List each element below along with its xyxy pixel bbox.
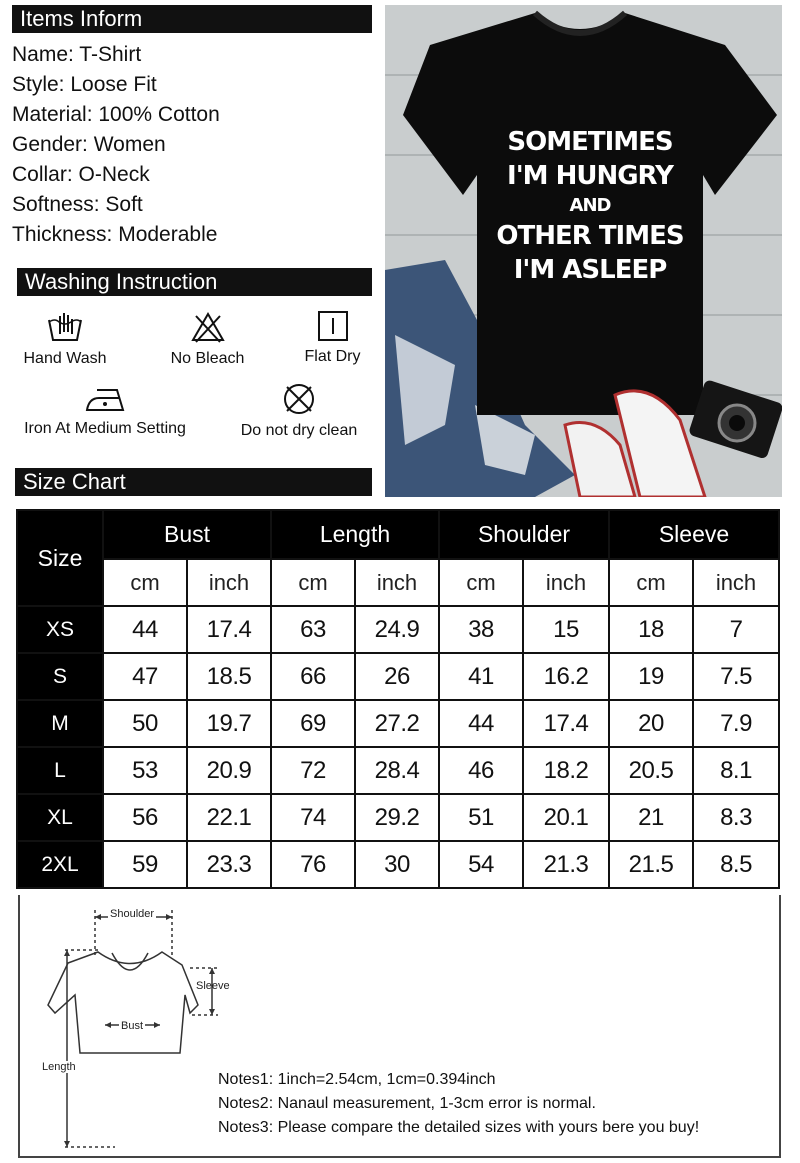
length-header: Length [271,510,439,559]
measurement-cell: 63 [271,606,355,653]
print-line-2: I'M HUNGRY [507,161,673,191]
measurement-cell: 18 [609,606,693,653]
size-label-cell: 2XL [17,841,103,888]
item-info-list [12,40,220,250]
info-gender: Gender: Women [12,133,166,156]
measurement-cell: 76 [271,841,355,888]
size-column-header: Size [17,510,103,606]
hand-wash-icon [45,310,85,344]
flat-dry-label: Flat Dry [304,348,361,365]
measurement-cell: 66 [271,653,355,700]
no-dry-clean-icon [281,382,317,416]
info-collar: Collar: O-Neck [12,163,150,186]
measurement-cell: 19 [609,653,693,700]
size-label-cell: XS [17,606,103,653]
flat-dry-item [290,310,375,366]
table-row [17,747,779,794]
measurement-cell: 17.4 [523,700,609,747]
measurement-cell: 17.4 [187,606,271,653]
flat-dry-icon [317,310,349,342]
measurement-cell: 54 [439,841,523,888]
no-bleach-icon [190,310,226,344]
measurement-cell: 29.2 [355,794,439,841]
measurement-cell: 26 [355,653,439,700]
table-row [17,794,779,841]
measurement-cell: 44 [439,700,523,747]
measurement-cell: 41 [439,653,523,700]
size-chart-header: Size Chart [15,468,372,496]
print-line-1: SOMETIMES [507,127,673,157]
unit-cell: cm [271,559,355,606]
info-material: Material: 100% Cotton [12,103,220,126]
measurement-cell: 24.9 [355,606,439,653]
note-1: Notes1: 1inch=2.54cm, 1cm=0.394inch [218,1071,496,1088]
size-label-cell: XL [17,794,103,841]
measurement-cell: 8.5 [693,841,779,888]
measurement-cell: 8.3 [693,794,779,841]
measurement-cell: 59 [103,841,187,888]
measurement-cell: 18.5 [187,653,271,700]
unit-cell: inch [187,559,271,606]
unit-cell: inch [355,559,439,606]
iron-item [10,384,200,438]
bust-label: Bust [121,1020,144,1032]
measurement-cell: 51 [439,794,523,841]
unit-cell: cm [439,559,523,606]
print-line-3: AND [569,195,611,216]
product-photo [385,5,782,497]
hand-wash-item [10,310,120,368]
measurement-cell: 72 [271,747,355,794]
size-label-cell: M [17,700,103,747]
info-softness: Softness: Soft [12,193,143,216]
length-label: Length [42,1061,76,1073]
no-dry-clean-label: Do not dry clean [240,422,358,439]
shoulder-header: Shoulder [439,510,609,559]
hand-wash-label: Hand Wash [23,350,107,367]
unit-cell: cm [103,559,187,606]
measurement-cell: 21 [609,794,693,841]
measurement-cell: 69 [271,700,355,747]
measurement-cell: 22.1 [187,794,271,841]
measurement-cell: 44 [103,606,187,653]
print-line-5: I'M ASLEEP [513,255,667,285]
unit-cell: inch [523,559,609,606]
measurement-cell: 7.9 [693,700,779,747]
measurement-cell: 74 [271,794,355,841]
notes-block [218,1068,699,1140]
measurement-cell: 56 [103,794,187,841]
measurement-cell: 20 [609,700,693,747]
size-label-cell: S [17,653,103,700]
table-row [17,606,779,653]
measurement-cell: 20.9 [187,747,271,794]
items-inform-header: Items Inform [12,5,372,33]
measurement-cell: 20.1 [523,794,609,841]
measurement-cell: 46 [439,747,523,794]
measurement-cell: 53 [103,747,187,794]
measurement-cell: 23.3 [187,841,271,888]
washing-instruction-header: Washing Instruction [17,268,372,296]
no-bleach-label: No Bleach [170,350,245,367]
iron-label: Iron At Medium Setting [24,420,186,437]
measurement-cell: 7 [693,606,779,653]
measurement-cell: 21.5 [609,841,693,888]
no-dry-clean-item [228,382,370,440]
measurement-cell: 7.5 [693,653,779,700]
measurement-cell: 38 [439,606,523,653]
measurement-cell: 16.2 [523,653,609,700]
measurement-cell: 21.3 [523,841,609,888]
note-2: Notes2: Nanaul measurement, 1-3cm error is normal. [218,1095,596,1112]
size-label-cell: L [17,747,103,794]
bust-header: Bust [103,510,271,559]
info-name: Name: T-Shirt [12,43,142,66]
no-bleach-item [155,310,260,368]
measurement-cell: 20.5 [609,747,693,794]
table-row [17,841,779,888]
iron-icon [83,384,127,414]
info-thickness: Thickness: Moderable [12,223,218,246]
table-row [17,653,779,700]
note-3: Notes3: Please compare the detailed sizes with yours bere you buy! [218,1119,700,1136]
measurement-cell: 15 [523,606,609,653]
sleeve-header: Sleeve [609,510,779,559]
measurement-cell: 18.2 [523,747,609,794]
measurement-cell: 50 [103,700,187,747]
measurement-cell: 19.7 [187,700,271,747]
unit-cell: inch [693,559,779,606]
shoulder-label: Shoulder [110,908,155,920]
measurement-cell: 27.2 [355,700,439,747]
measurement-cell: 30 [355,841,439,888]
measurement-cell: 8.1 [693,747,779,794]
table-row [17,700,779,747]
unit-cell: cm [609,559,693,606]
measurement-cell: 28.4 [355,747,439,794]
print-line-4: OTHER TIMES [496,221,684,251]
size-chart-table [16,509,780,889]
shirt-print-text [495,125,685,287]
sleeve-label: Sleeve [196,980,230,992]
measurement-cell: 47 [103,653,187,700]
info-style: Style: Loose Fit [12,73,157,96]
